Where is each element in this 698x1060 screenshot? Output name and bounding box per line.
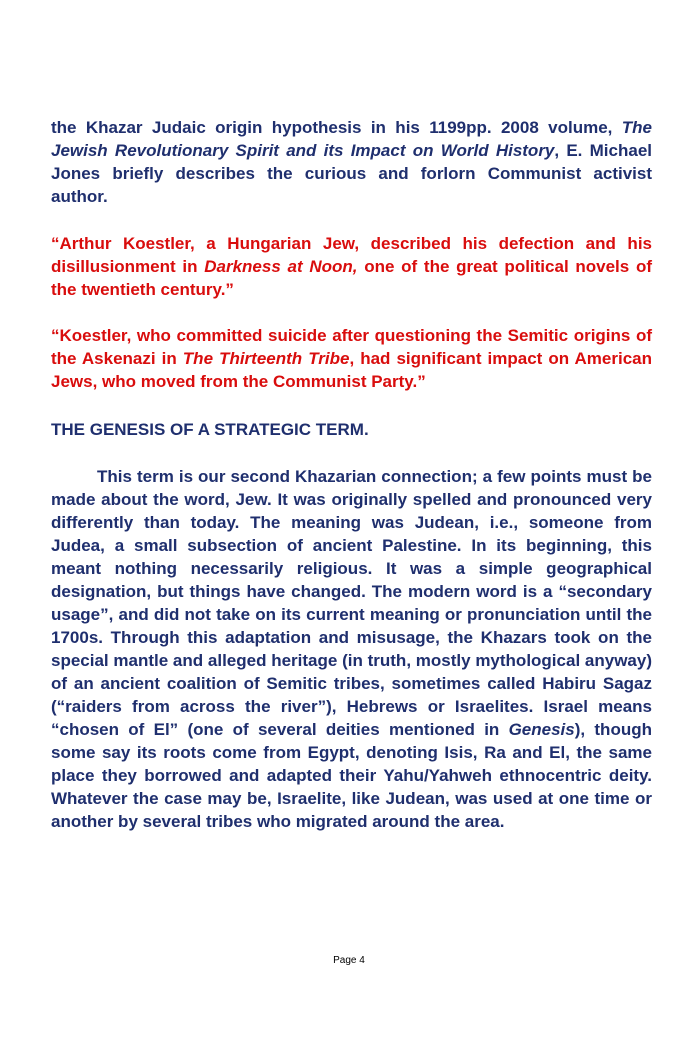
body-book-title: Genesis xyxy=(508,720,575,739)
quote2-book-title: The Thirteenth Tribe xyxy=(182,349,350,368)
quote-koestler-darkness xyxy=(51,232,652,301)
quote2-text-before: “Koestler, who committed suicide after questioning the Semitic origins of the Askenazi in xyxy=(51,326,652,368)
quote1-text-after: one of the great political novels of the twentieth century.” xyxy=(51,257,653,299)
body-text-before: This term is our second Khazarian connection; a few points must be made about the word, Jew. It was originally spelled and pronounced very differently than today. The meaning was Judean, i.e., someone from Judea, a small subsection of ancient Palestine. In its beginning, this meant nothing necessarily religious. It was a simple geographical designation, but things have changed. The modern word is a “secondary usage”, and did not take on its current meaning or pronunciation until the 1700s. Through this adaptation and misusage, the Khazars took on the special mantle and alleged heritage (in truth, mostly mythological anyway) of an ancient coalition of Semitic tribes, sometimes called Habiru Sagaz (“raiders from across the river”), Hebrews or Israelites. Israel means “chosen of El” (one of several deities mentioned in xyxy=(51,467,652,739)
section-heading: THE GENESIS OF A STRATEGIC TERM. xyxy=(51,420,369,439)
body-text-after: ), though some say its roots come from Egypt, denoting Isis, Ra and El, the same place they borrowed and adapted their Yahu/Yahweh ethnocentric deity. Whatever the case may be, Israelite, like Judean, was used at one time or another by several tribes who migrated around the area. xyxy=(51,720,652,831)
quote2-text-after: , had significant impact on American Jews, who moved from the Communist Party.” xyxy=(51,349,652,391)
intro-book-title: The Jewish Revolutionary Spirit and its Impact on World History xyxy=(51,118,652,160)
page-number: Page 4 xyxy=(333,955,365,966)
document-page xyxy=(51,116,652,833)
intro-text-before: the Khazar Judaic origin hypothesis in his 1199pp. 2008 volume, xyxy=(51,118,622,137)
intro-text-after: , E. Michael Jones briefly describes the curious and forlorn Communist activist author. xyxy=(51,141,652,206)
intro-paragraph xyxy=(51,116,652,208)
body-paragraph xyxy=(51,465,652,833)
quote-koestler-thirteenth-tribe xyxy=(51,324,652,393)
quote1-book-title: Darkness at Noon, xyxy=(204,257,358,276)
quote1-text-before: “Arthur Koestler, a Hungarian Jew, described his defection and his disillusionment in xyxy=(51,234,652,276)
